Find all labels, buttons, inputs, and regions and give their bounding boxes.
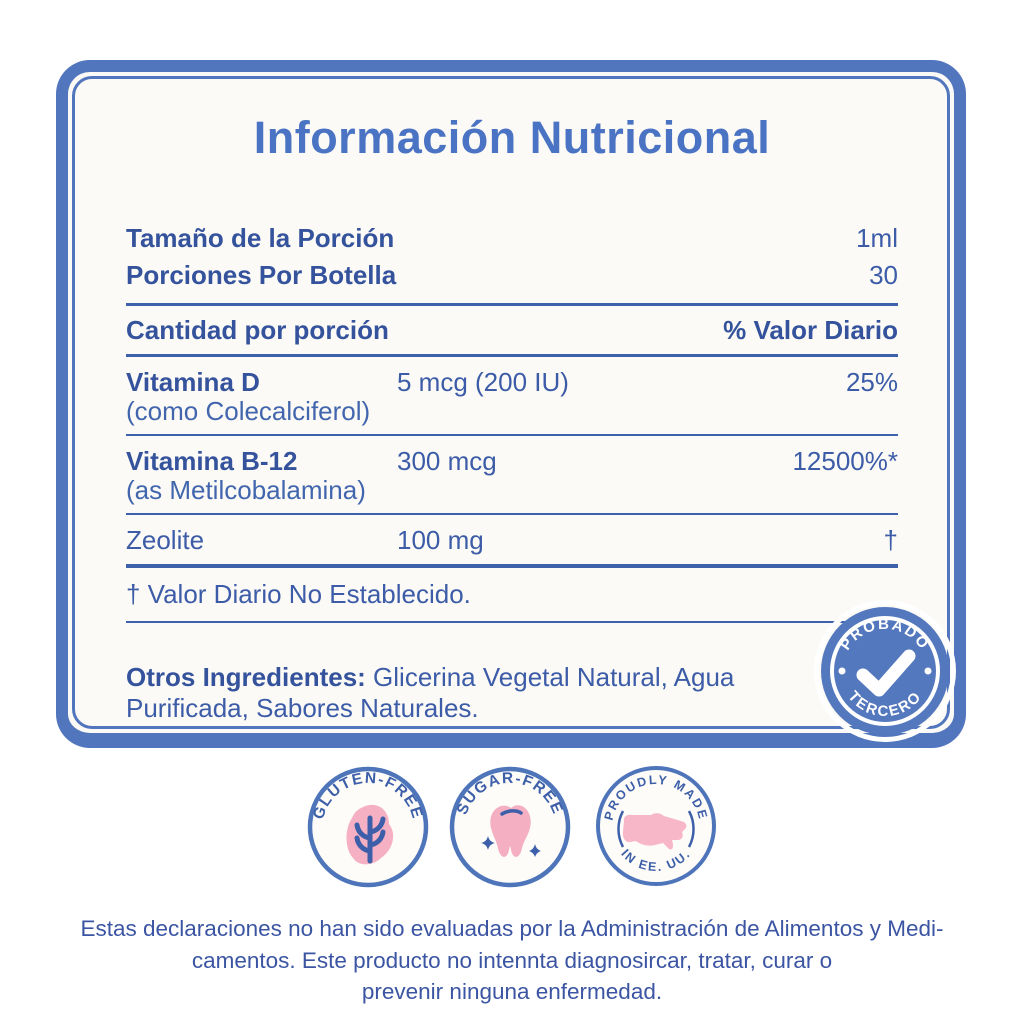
servings-per-bottle-label: Porciones Por Botella xyxy=(126,260,397,290)
serving-size-label: Tamaño de la Porción xyxy=(126,223,395,253)
sugar-free-badge xyxy=(449,766,571,888)
third-party-tested-stamp xyxy=(819,605,951,737)
stamp-top-text: PROBADO xyxy=(837,615,933,654)
nutrient-name: Vitamina B-12 xyxy=(126,446,298,476)
disclaimer-line-3: prevenir ninguna enfermedad. xyxy=(361,979,663,1004)
nutrient-row-vitamin-b12 xyxy=(126,436,898,513)
nutrient-daily-value: 25% xyxy=(845,367,898,397)
gluten-free-text: GLUTEN-FREE xyxy=(310,769,426,822)
nutrient-amount: 5 mcg (200 IU) xyxy=(397,367,569,397)
amount-per-serving-label: Cantidad por porción xyxy=(126,315,389,345)
other-ingredients-label: Otros Ingredientes: xyxy=(126,661,366,692)
nutrient-source: (como Colecalciferol) xyxy=(126,395,371,426)
nutrient-row-zeolite xyxy=(126,515,898,564)
nutrient-daily-value: † xyxy=(883,525,898,555)
daily-value-label: % Valor Diario xyxy=(723,315,898,345)
serving-size-row xyxy=(126,220,898,257)
servings-per-bottle-row xyxy=(126,257,898,294)
sugar-free-text: SUGAR-FREE xyxy=(453,769,567,818)
other-ingredients-text: Glicerina Vegetal Natural, Agua Purificada, Sabores Naturales. xyxy=(126,661,735,723)
servings-per-bottle-value: 30 xyxy=(869,260,898,290)
serving-size-value: 1ml xyxy=(856,223,898,253)
stamp-bottom-text: TERCERO xyxy=(844,687,926,721)
amount-header-row xyxy=(126,306,898,354)
disclaimer-line-1: Estas declaraciones no han sido evaluadas por la Administración de Alimentos y Medi- xyxy=(80,916,944,941)
fda-disclaimer xyxy=(0,913,1024,1008)
proudly-made-text: PROUDLY MADE xyxy=(601,772,711,822)
gluten-free-badge xyxy=(307,766,429,888)
made-in-usa-badge xyxy=(595,765,717,887)
stamp-graphic xyxy=(819,605,951,737)
nutrient-source: (as Metilcobalamina) xyxy=(126,474,366,505)
in-usa-text: IN EE. UU. xyxy=(618,846,694,875)
daily-value-footnote: † Valor Diario No Establecido. xyxy=(126,578,471,609)
other-ingredients xyxy=(126,649,898,724)
panel-title: Información Nutricional xyxy=(253,112,771,163)
nutrient-daily-value: 12500%* xyxy=(792,446,898,476)
nutrient-amount: 100 mg xyxy=(397,525,484,555)
nutrient-name: Vitamina D xyxy=(126,367,260,397)
disclaimer-line-2: camentos. Este producto no intennta diagnosircar, tratar, curar o xyxy=(191,947,833,973)
nutrient-row-vitamin-d xyxy=(126,357,898,434)
nutrient-amount: 300 mcg xyxy=(397,446,497,476)
divider xyxy=(126,621,898,623)
nutrient-name: Zeolite xyxy=(126,525,205,555)
